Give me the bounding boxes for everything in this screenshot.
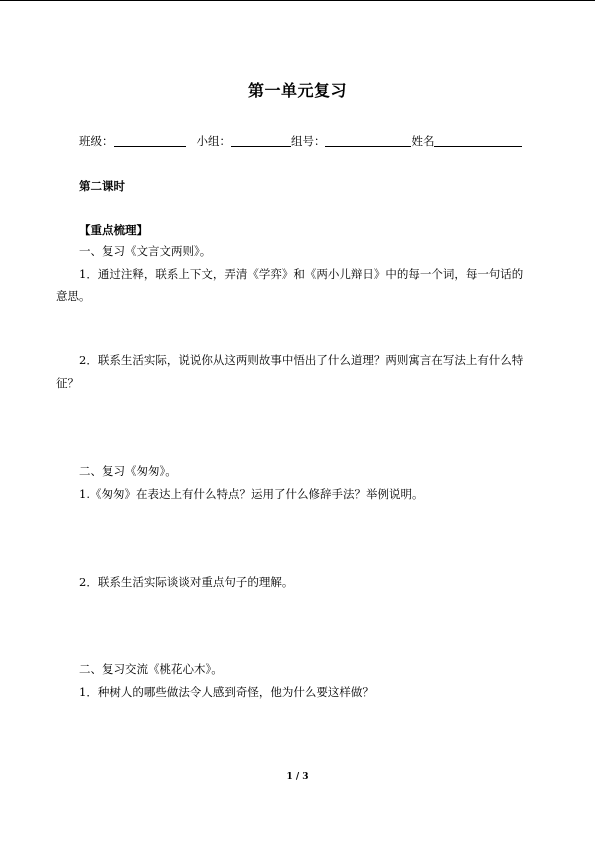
question-3: 1.《匆匆》在表达上有什么特点？运用了什么修辞手法？举例说明。: [79, 487, 424, 501]
question-2-line-1: 2．联系生活实际，说说你从这两则故事中悟出了什么道理？两则寓言在写法上有什么特: [79, 353, 524, 367]
class-blank[interactable]: [114, 134, 186, 147]
question-1-line-2: 意思。: [56, 289, 91, 303]
part3-heading: 二、复习交流《桃花心木》。: [79, 662, 223, 676]
student-info-row: [79, 133, 522, 149]
question-5: 1．种树人的哪些做法令人感到奇怪，他为什么要这样做？: [79, 685, 374, 699]
part2-heading: 二、复习《匆匆》。: [79, 464, 177, 478]
page-number: 1 / 3: [286, 772, 309, 782]
part1-heading: 一、复习《文言文两则》。: [79, 244, 212, 258]
name-label: 姓名: [411, 134, 435, 148]
top-border-line: [0, 0, 595, 1]
page-title: 第一单元复习: [247, 81, 347, 100]
group-number-blank[interactable]: [325, 134, 411, 147]
name-blank[interactable]: [434, 134, 522, 147]
question-2-line-2: 征？: [56, 376, 79, 390]
class-label: 班级：: [79, 134, 114, 148]
group-label: 小组：: [196, 134, 231, 148]
lesson-label: 第二课时: [79, 179, 125, 193]
group-number-label: 组号：: [290, 134, 326, 148]
section-heading: 【重点梳理】: [79, 223, 148, 237]
question-4: 2．联系生活实际谈谈对重点句子的理解。: [79, 575, 294, 589]
group-blank[interactable]: [231, 134, 291, 147]
question-1-line-1: 1．通过注释，联系上下文，弄清《学弈》和《两小儿辩日》中的每一个词，每一句话的: [79, 267, 524, 281]
